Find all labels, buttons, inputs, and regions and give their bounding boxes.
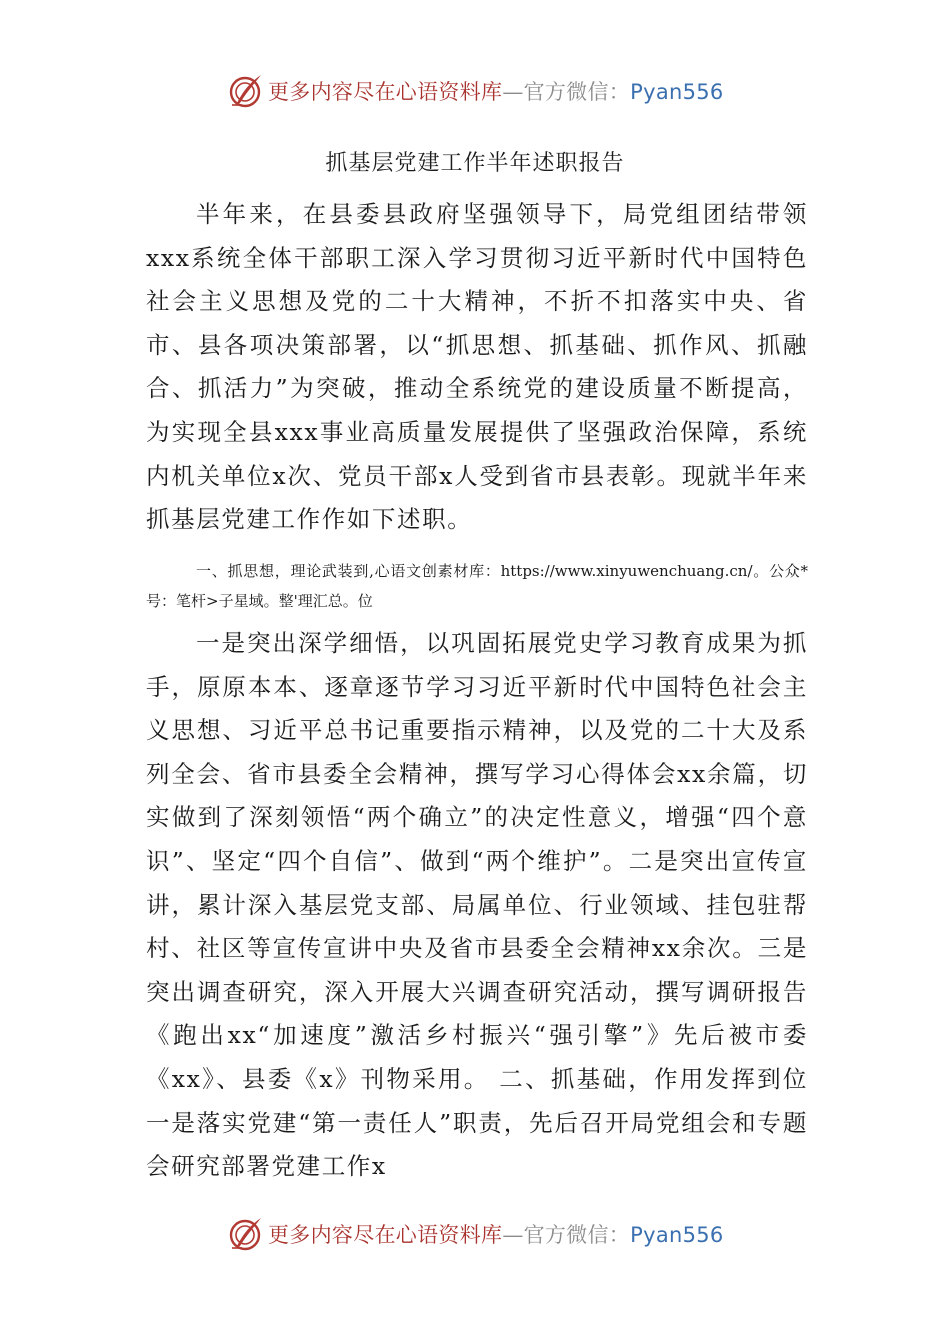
pen-quill-logo-icon [228, 73, 264, 109]
watermark-text [268, 76, 724, 106]
watermark-red-text: 更多内容尽在心语资料库 [268, 1223, 503, 1247]
document-title: 抓基层党建工作半年述职报告 [325, 151, 625, 176]
pen-quill-logo-icon [228, 1216, 264, 1252]
intro-paragraph: 半年来，在县委县政府坚强领导下，局党组团结带领xxx系统全体干部职工深入学习贯彻习近平新时代中国特色社会主义思想及党的二十大精神，不折不扣落实中央、省市、县各项决策部署，以“抓思想、抓基础、抓作风、抓融合、抓活力”为突破，推动全系统党的建设质量不断提高，为实现全县xxx事业高质量发展提供了坚强政治保障，系统内机关单位x次、党员干部x人受到省市县表彰。现就半年来抓基层党建工作作如下述职。 [146, 200, 808, 534]
section-heading-note: 一、抓思想，理论武装到,心语文创素材库：https://www.xinyuwenchuang.cn/。公众*号：笔杆>子星域。整'理汇总。位 [146, 562, 808, 610]
watermark-red-text: 更多内容尽在心语资料库 [268, 80, 503, 104]
watermark-text [268, 1219, 724, 1249]
watermark-gray-text: —官方微信： [502, 80, 631, 104]
footer-watermark [228, 1216, 728, 1252]
watermark-gray-text: —官方微信： [502, 1223, 631, 1247]
watermark-wechat-id: Pyan556 [630, 80, 724, 104]
header-watermark [228, 73, 728, 109]
body-paragraph: 一是突出深学细悟，以巩固拓展党史学习教育成果为抓手，原原本本、逐章逐节学习习近平新时代中国特色社会主义思想、习近平总书记重要指示精神，以及党的二十大及系列全会、省市县委全会精神，撰写学习心得体会xx余篇，切实做到了深刻领悟“两个确立”的决定性意义，增强“四个意识”、坚定“四个自信”、做到“两个维护”。二是突出宣传宣讲，累计深入基层党支部、局属单位、行业领域、挂包驻帮村、社区等宣传宣讲中央及省市县委全会精神xx余次。三是突出调查研究，深入开展大兴调查研究活动，撰写调研报告《跑出xx“加速度”激活乡村振兴“强引擎”》先后被市委《xx》、县委《x》刊物采用。 二、抓基础，作用发挥到位一是落实党建“第一责任人”职责，先后召开局党组会和专题会研究部署党建工作x [146, 629, 808, 1181]
watermark-wechat-id: Pyan556 [630, 1223, 724, 1247]
